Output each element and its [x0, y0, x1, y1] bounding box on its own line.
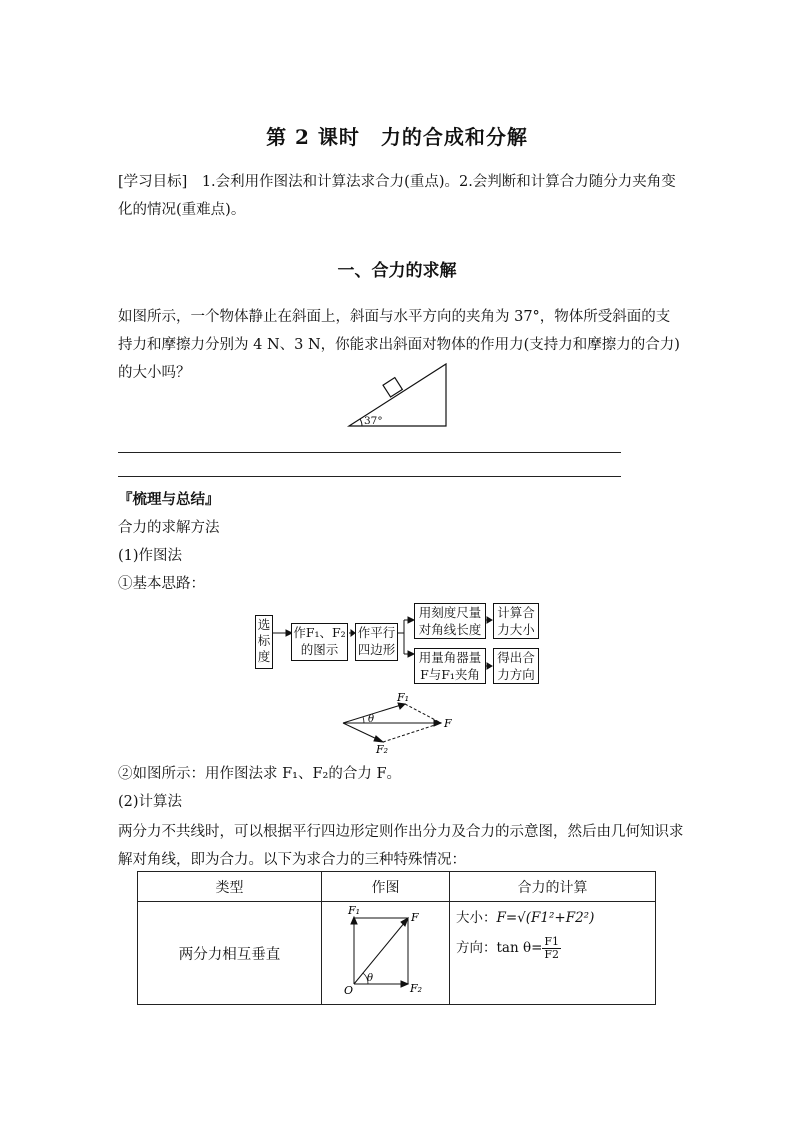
table-row [138, 902, 656, 1005]
answer-line-1 [118, 452, 621, 453]
flow-step-draw-forces [291, 623, 348, 661]
fraction-numerator: F1 [544, 935, 560, 948]
flow-step-parallelogram [355, 623, 398, 661]
flow-step-direction-line1: 得出合 [497, 650, 535, 665]
flow-step-scale: 选标度 [255, 615, 273, 669]
flow-step-compute-magnitude [493, 603, 539, 639]
graph-method: (1)作图法 [118, 548, 183, 564]
row-figure [322, 902, 450, 1005]
row-type: 两分力相互垂直 [138, 902, 322, 1005]
learning-objectives [118, 168, 684, 224]
objectives-label: [学习目标] [118, 174, 188, 190]
flow-step-measure-diagonal [414, 603, 486, 639]
header-calc: 合力的计算 [450, 872, 656, 902]
figure-caption: ②如图所示：用作图法求 F₁、F₂的合力 F。 [118, 766, 402, 782]
calc-text: 两分力不共线时，可以根据平行四边形定则作出分力及合力的示意图，然后由几何知识求解对角线，即为合力。以下为求合力的三种特殊情况： [118, 824, 684, 868]
label-theta-table: θ [367, 973, 374, 984]
flow-step-draw-forces-line1: 作F₁、F₂ [293, 625, 346, 640]
method-title: 合力的求解方法 [118, 520, 220, 536]
answer-line-2 [118, 476, 621, 477]
direction-formula: tan θ= [496, 940, 543, 956]
label-F1-table: F₁ [348, 904, 361, 917]
objectives-text: 1.会利用作图法和计算法求合力(重点)。2.会判断和计算合力随分力夹角变化的情况(重难点)。 [118, 174, 676, 218]
direction-label: 方向： [456, 940, 497, 956]
calc-method: (2)计算法 [118, 794, 183, 810]
header-type: 类型 [138, 872, 322, 902]
fraction-denominator: F2 [544, 948, 560, 961]
size-label: 大小： [456, 910, 497, 926]
basic-idea: ①基本思路： [118, 576, 205, 592]
row-calc [450, 902, 656, 1005]
angle-label: 37° [364, 415, 383, 427]
label-F-table: F [411, 911, 419, 924]
label-theta: θ [368, 714, 375, 725]
flow-step-compute-magnitude-line1: 计算合 [497, 605, 535, 620]
flow-step-direction [493, 648, 539, 684]
size-formula: F=√(F1²+F2²) [496, 910, 595, 926]
flow-step-measure-diagonal-line1: 用刻度尺量 [418, 605, 482, 620]
direction-fraction [542, 936, 561, 961]
page-title: 第 2 课时 力的合成和分解 [266, 125, 528, 149]
label-F2: F₂ [376, 743, 389, 756]
angle-arc [360, 419, 362, 426]
summary-heading: 『梳理与总结』 [118, 491, 220, 508]
flow-step-measure-diagonal-line2: 对角线长度 [418, 622, 482, 637]
flow-step-compute-magnitude-line2: 力大小 [497, 622, 535, 637]
direction-line [456, 936, 649, 961]
size-line [456, 906, 649, 926]
flow-step-measure-angle-line1: 用量角器量 [418, 650, 482, 665]
perpendicular-figure [322, 902, 446, 1000]
flow-step-parallelogram-line2: 四边形 [357, 642, 396, 657]
table-header-row [138, 872, 656, 902]
flow-step-measure-angle-line2: F与F₁夹角 [420, 667, 480, 682]
flow-step-parallelogram-line1: 作平行 [357, 625, 396, 640]
section-heading: 一、合力的求解 [337, 261, 457, 281]
calc-table [137, 871, 656, 1005]
label-F1: F₁ [397, 691, 410, 704]
flow-step-measure-angle [414, 648, 486, 684]
parallelogram-figure [335, 690, 465, 758]
label-O: O [344, 984, 354, 997]
header-figure: 作图 [322, 872, 450, 902]
label-F2-table: F₂ [410, 982, 423, 995]
flow-step-direction-line2: 力方向 [497, 667, 535, 682]
label-F: F [444, 717, 452, 730]
problem-text: 如图所示，一个物体静止在斜面上，斜面与水平方向的夹角为 37°，物体所受斜面的支持力和摩擦力分别为 4 N、3 N，你能求出斜面对物体的作用力(支持力和摩擦力的合力)的大小吗？ [118, 309, 680, 381]
flow-step-draw-forces-line2: 的图示 [300, 642, 339, 657]
incline-figure [340, 360, 452, 432]
